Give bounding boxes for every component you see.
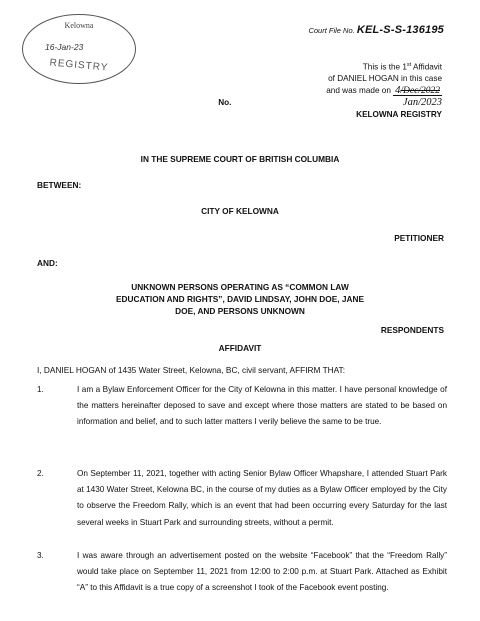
paragraph-2	[37, 466, 447, 531]
paragraph-text: On September 11, 2021, together with acting Senior Bylaw Officer Whapshare, I attended Stuart Park at 1430 Water Street, Kelowna BC, in the course of my duties as a Bylaw Officer employed by the City to observe the Freedom Rally, which is an event that had been occurring every Saturday for the last several weeks in Stuart Park and surrounding streets, without a permit.	[77, 469, 447, 527]
petitioner-role: PETITIONER	[394, 233, 444, 243]
affidavit-date-line: and was made on 4/Dec/2022	[326, 84, 440, 96]
court-file-number	[308, 24, 444, 36]
handwritten-day: 4	[395, 84, 401, 96]
affidavit-number-line: No. Jan/2023	[218, 97, 442, 109]
affidavit-deponent-line: of DANIEL HOGAN in this case	[328, 74, 442, 84]
file-no-value: KEL-S-S-136195	[356, 24, 444, 36]
paragraph-text: I was aware through an advertisement posted on the website “Facebook” that the “Freedom Rally” would take place on September 11, 2021 from 12:00 to 2:00 p.m. at Stuart Park. Attached as Exhibit “A” to this Affidavit is a true copy of a screenshot I took of the Facebook event posting.	[77, 551, 447, 593]
and-label: AND:	[37, 258, 58, 268]
court-heading: IN THE SUPREME COURT OF BRITISH COLUMBIA	[140, 154, 340, 164]
respondents-role: RESPONDENTS	[380, 325, 444, 335]
registry-stamp	[22, 14, 136, 84]
document-title: AFFIDAVIT	[218, 343, 262, 353]
kelowna-registry: KELOWNA REGISTRY	[356, 109, 442, 119]
paragraph-3	[37, 548, 447, 597]
paragraph-number: 3.	[37, 551, 44, 560]
paragraph-text: I am a Bylaw Enforcement Officer for the City of Kelowna in this matter. I have personal knowledge of the matters hereinafter deposed to save and except where those matters are stated to be based on information and belief, and to such latter matters I verily believe the same to be true.	[77, 385, 447, 427]
affidavit-ordinal-line: This is the 1st Affidavit	[362, 62, 442, 72]
struck-date: /Dec/2022	[400, 85, 440, 96]
paragraph-number: 2.	[37, 469, 44, 478]
affirmation-line: I, DANIEL HOGAN of 1435 Water Street, Kelowna, BC, civil servant, AFFIRM THAT:	[37, 365, 346, 375]
affidavit-info	[218, 60, 442, 120]
file-no-label: Court File No.	[308, 26, 355, 35]
stamp-city: Kelowna	[64, 21, 94, 30]
handwritten-new-date: Jan/2023	[402, 97, 442, 109]
paragraph-1	[37, 382, 447, 431]
paragraph-number: 1.	[37, 385, 44, 394]
respondents-names: UNKNOWN PERSONS OPERATING AS “COMMON LAW EDUCATION AND RIGHTS”, DAVID LINDSAY, JOHN DOE, JANE DOE, AND PERSONS UNKNOWN	[115, 282, 364, 316]
petitioner-name: CITY OF KELOWNA	[201, 206, 279, 216]
between-label: BETWEEN:	[37, 180, 82, 190]
stamp-date: 16-Jan-23	[45, 42, 84, 52]
stamp-registry: REGISTRY	[49, 57, 109, 74]
